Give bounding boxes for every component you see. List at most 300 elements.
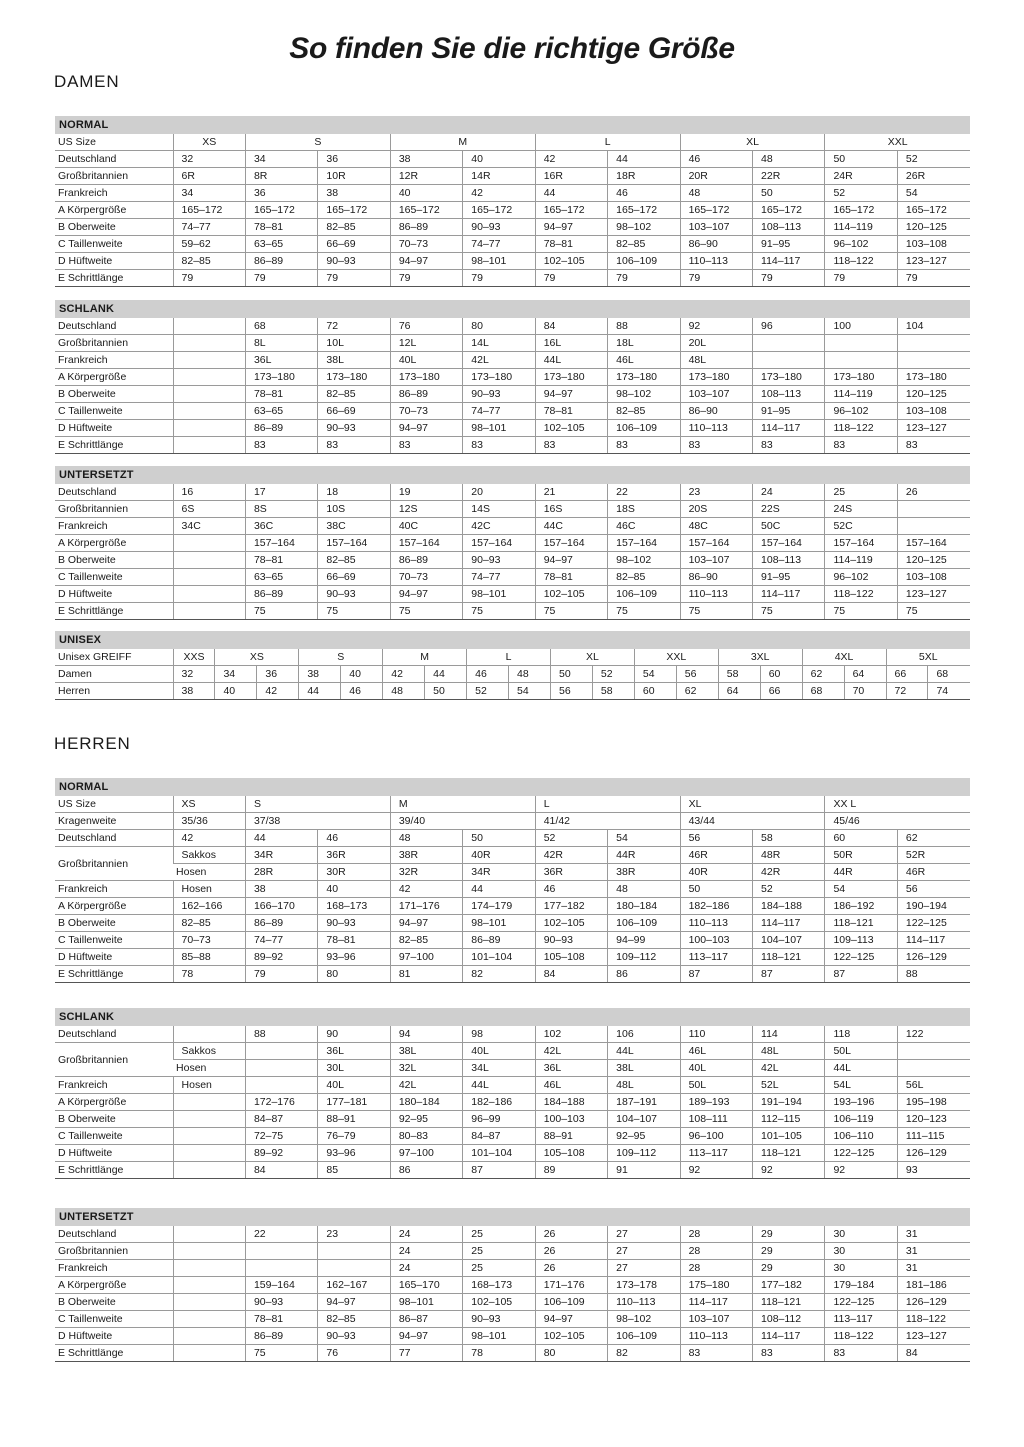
row-label: D Hüftweite <box>55 949 173 966</box>
table-cell: 94–97 <box>390 1328 462 1345</box>
table-cell: 168–173 <box>318 898 390 915</box>
table-cell: 28 <box>680 1243 752 1260</box>
table-cell: 101–104 <box>463 1145 535 1162</box>
table-cell: S <box>245 796 390 813</box>
table-cell: 173–180 <box>318 369 390 386</box>
table-cell: 88–91 <box>318 1111 390 1128</box>
table-cell: 180–184 <box>390 1094 462 1111</box>
table-row <box>55 369 970 386</box>
table-cell: 25 <box>463 1260 535 1277</box>
table-cell: 96–99 <box>463 1111 535 1128</box>
table-cell: 82–85 <box>318 386 390 403</box>
table-cell: 42 <box>257 683 299 700</box>
table-cell: 108–113 <box>753 552 825 569</box>
section-title-damen: DAMEN <box>54 72 120 91</box>
table-cell: 32 <box>173 666 215 683</box>
table-cell: 120–123 <box>897 1111 970 1128</box>
table-cell: 40 <box>215 683 257 700</box>
table-cell: 24 <box>390 1226 462 1243</box>
size-table <box>55 796 970 983</box>
table-cell: 177–181 <box>318 1094 390 1111</box>
table-cell: 46L <box>680 1043 752 1060</box>
row-label: Großbritannien <box>55 501 173 518</box>
row-label: C Taillenweite <box>55 1311 173 1328</box>
table-cell: 41/42 <box>535 813 680 830</box>
table-cell: 34R <box>245 847 317 864</box>
table-cell: 105–108 <box>535 1145 607 1162</box>
table-cell: 78–81 <box>245 1311 317 1328</box>
size-table <box>55 1026 970 1179</box>
row-label: E Schrittlänge <box>55 1162 173 1179</box>
row-label: C Taillenweite <box>55 236 173 253</box>
table-cell: 118 <box>825 1026 897 1043</box>
table-cell <box>173 569 245 586</box>
table-cell: 86–89 <box>245 420 317 437</box>
table-cell: 165–172 <box>318 202 390 219</box>
table-herren-normal <box>55 778 970 983</box>
table-cell: 50C <box>753 518 825 535</box>
table-cell: 44 <box>608 151 680 168</box>
table-cell: 123–127 <box>897 586 970 603</box>
table-cell: 44L <box>535 352 607 369</box>
table-cell: 48 <box>753 151 825 168</box>
table-cell: 171–176 <box>535 1277 607 1294</box>
table-cell: 75 <box>245 603 317 620</box>
table-cell <box>173 352 245 369</box>
table-cell: 46L <box>608 352 680 369</box>
table-cell: 52 <box>825 185 897 202</box>
table-cell: 4XL <box>802 649 886 666</box>
table-cell: 110–113 <box>680 586 752 603</box>
table-header: NORMAL <box>55 116 970 134</box>
table-cell: 46C <box>608 518 680 535</box>
table-cell: 44L <box>608 1043 680 1060</box>
table-cell: XS <box>173 134 245 151</box>
table-cell: 90–93 <box>463 386 535 403</box>
table-cell: XXL <box>825 134 970 151</box>
table-cell <box>173 1162 245 1179</box>
table-header: NORMAL <box>55 778 970 796</box>
size-table <box>55 649 970 700</box>
row-label: Großbritannien <box>55 168 173 185</box>
table-cell <box>173 420 245 437</box>
table-cell: 114–117 <box>680 1294 752 1311</box>
table-cell: 126–129 <box>897 949 970 966</box>
table-cell: 179–184 <box>825 1277 897 1294</box>
table-cell: 18L <box>608 335 680 352</box>
row-label: US Size <box>55 796 173 813</box>
table-cell: 82–85 <box>608 236 680 253</box>
table-cell: 45/46 <box>825 813 970 830</box>
table-cell: 75 <box>825 603 897 620</box>
table-row <box>55 666 970 683</box>
table-cell: 74–77 <box>463 236 535 253</box>
table-cell: 68 <box>802 683 844 700</box>
table-cell: XXL <box>634 649 718 666</box>
table-cell: 46 <box>467 666 509 683</box>
table-cell: 52 <box>467 683 509 700</box>
table-cell: 27 <box>608 1243 680 1260</box>
table-cell: 90–93 <box>318 586 390 603</box>
table-row <box>55 1128 970 1145</box>
table-cell: 89 <box>535 1162 607 1179</box>
table-cell: 113–117 <box>680 1145 752 1162</box>
table-cell: 40C <box>390 518 462 535</box>
table-cell: 103–107 <box>680 1311 752 1328</box>
table-cell: 22 <box>608 484 680 501</box>
table-cell: 46R <box>680 847 752 864</box>
table-cell: 24 <box>753 484 825 501</box>
table-cell: 181–186 <box>897 1277 970 1294</box>
table-cell: 34 <box>173 185 245 202</box>
table-cell: 18R <box>608 168 680 185</box>
table-cell: 90–93 <box>463 1311 535 1328</box>
table-cell: 86–90 <box>680 403 752 420</box>
table-cell: 108–112 <box>753 1311 825 1328</box>
table-cell: 83 <box>825 437 897 454</box>
table-cell: 22S <box>753 501 825 518</box>
table-cell: 36L <box>245 352 317 369</box>
table-cell: 79 <box>897 270 970 287</box>
table-cell: 63–65 <box>245 569 317 586</box>
table-cell: 56L <box>897 1077 970 1094</box>
table-cell: 114–119 <box>825 552 897 569</box>
table-row <box>55 1145 970 1162</box>
table-cell: 24S <box>825 501 897 518</box>
table-cell: 79 <box>173 270 245 287</box>
table-row <box>55 134 970 151</box>
table-cell: 113–117 <box>680 949 752 966</box>
table-cell: 106–119 <box>825 1111 897 1128</box>
table-cell: 46L <box>535 1077 607 1094</box>
table-damen-normal <box>55 116 970 287</box>
row-label: Kragenweite <box>55 813 173 830</box>
table-cell: 92–95 <box>390 1111 462 1128</box>
table-cell: 37/38 <box>245 813 390 830</box>
table-cell: 16R <box>535 168 607 185</box>
table-row <box>55 1043 970 1060</box>
table-cell: 27 <box>608 1226 680 1243</box>
table-cell: 114–117 <box>753 586 825 603</box>
table-cell: 83 <box>753 1345 825 1362</box>
row-label: A Körpergröße <box>55 1277 173 1294</box>
table-cell: 44 <box>299 683 341 700</box>
table-row <box>55 864 970 881</box>
table-cell: 191–194 <box>753 1094 825 1111</box>
table-cell: 36R <box>318 847 390 864</box>
table-row <box>55 569 970 586</box>
table-cell: 86–89 <box>245 1328 317 1345</box>
table-cell <box>753 352 825 369</box>
table-cell: 26 <box>535 1260 607 1277</box>
table-row <box>55 1260 970 1277</box>
table-cell: 68 <box>245 318 317 335</box>
table-cell: 122–125 <box>825 1145 897 1162</box>
table-cell: 24 <box>390 1243 462 1260</box>
table-cell: 108–113 <box>753 386 825 403</box>
table-cell: 109–113 <box>825 932 897 949</box>
table-cell: 76 <box>318 1345 390 1362</box>
table-cell: 86–89 <box>463 932 535 949</box>
table-cell: 177–182 <box>535 898 607 915</box>
table-damen-untersetzt <box>55 466 970 620</box>
table-cell: 22R <box>753 168 825 185</box>
table-cell: 118–121 <box>753 1145 825 1162</box>
table-cell: 86–89 <box>245 253 317 270</box>
table-cell: 74–77 <box>245 932 317 949</box>
table-cell: 123–127 <box>897 1328 970 1345</box>
row-label: C Taillenweite <box>55 569 173 586</box>
table-cell <box>173 335 245 352</box>
table-cell: 102–105 <box>535 586 607 603</box>
table-cell: 8R <box>245 168 317 185</box>
table-cell: 79 <box>608 270 680 287</box>
row-label: B Oberweite <box>55 219 173 236</box>
table-cell: 38 <box>318 185 390 202</box>
table-cell: 94 <box>390 1026 462 1043</box>
table-cell: 46 <box>341 683 383 700</box>
row-label: Frankreich <box>55 1260 173 1277</box>
table-cell: 87 <box>825 966 897 983</box>
table-cell: 70–73 <box>390 403 462 420</box>
table-cell: 74–77 <box>173 219 245 236</box>
row-label: Deutschland <box>55 151 173 168</box>
table-cell: 5XL <box>886 649 970 666</box>
table-cell: 78 <box>173 966 245 983</box>
table-cell: 98–102 <box>608 552 680 569</box>
table-cell: 79 <box>245 270 317 287</box>
table-cell: 96 <box>753 318 825 335</box>
table-cell: 42L <box>390 1077 462 1094</box>
table-cell: 8L <box>245 335 317 352</box>
table-cell: 92–95 <box>608 1128 680 1145</box>
table-cell: 96–102 <box>825 403 897 420</box>
table-cell: 38L <box>390 1043 462 1060</box>
table-cell: 82–85 <box>390 932 462 949</box>
table-cell: 102–105 <box>535 1328 607 1345</box>
row-label: B Oberweite <box>55 552 173 569</box>
table-cell: 75 <box>608 603 680 620</box>
table-cell: 75 <box>535 603 607 620</box>
table-cell: XL <box>550 649 634 666</box>
table-cell: 38L <box>608 1060 680 1077</box>
table-row <box>55 932 970 949</box>
row-label: Großbritannien <box>55 1243 173 1260</box>
table-row <box>55 253 970 270</box>
table-cell: 30R <box>318 864 390 881</box>
table-cell: 94–97 <box>390 420 462 437</box>
table-cell: 84 <box>535 318 607 335</box>
table-cell: S <box>299 649 383 666</box>
row-label: Frankreich <box>55 185 173 202</box>
table-cell: 40R <box>680 864 752 881</box>
table-cell: 46 <box>318 830 390 847</box>
table-cell: 56 <box>680 830 752 847</box>
table-cell: 123–127 <box>897 420 970 437</box>
table-cell: 50 <box>753 185 825 202</box>
table-row <box>55 484 970 501</box>
table-cell: 83 <box>318 437 390 454</box>
table-cell: 84 <box>897 1345 970 1362</box>
row-label: Herren <box>55 683 173 700</box>
table-row <box>55 915 970 932</box>
table-cell: 18S <box>608 501 680 518</box>
table-cell: 103–108 <box>897 403 970 420</box>
table-cell: 14R <box>463 168 535 185</box>
table-cell: 182–186 <box>463 1094 535 1111</box>
table-header: SCHLANK <box>55 300 970 318</box>
table-cell: 6S <box>173 501 245 518</box>
table-cell: Sakkos <box>173 847 245 864</box>
table-cell: 79 <box>753 270 825 287</box>
table-cell <box>245 1060 317 1077</box>
table-cell: 75 <box>897 603 970 620</box>
table-cell: 82–85 <box>318 1311 390 1328</box>
table-cell: 104–107 <box>608 1111 680 1128</box>
table-cell: 92 <box>753 1162 825 1179</box>
table-cell: 29 <box>753 1260 825 1277</box>
table-row <box>55 1311 970 1328</box>
table-cell: 70 <box>844 683 886 700</box>
table-cell: 165–172 <box>463 202 535 219</box>
table-cell: XXS <box>173 649 215 666</box>
table-cell: 118–121 <box>753 949 825 966</box>
table-cell: 92 <box>825 1162 897 1179</box>
table-cell: 54 <box>825 881 897 898</box>
row-label: Großbritannien <box>55 847 173 881</box>
table-cell <box>245 1077 317 1094</box>
table-cell: 28 <box>680 1260 752 1277</box>
table-cell: 94–97 <box>390 253 462 270</box>
table-cell: 105–108 <box>535 949 607 966</box>
table-cell: 48 <box>390 830 462 847</box>
table-header: UNISEX <box>55 631 970 649</box>
size-table <box>55 318 970 454</box>
table-row <box>55 603 970 620</box>
table-cell: 20R <box>680 168 752 185</box>
table-row <box>55 335 970 352</box>
table-cell: 80 <box>463 318 535 335</box>
table-cell: 165–172 <box>390 202 462 219</box>
table-cell: 48L <box>753 1043 825 1060</box>
table-cell: 98–102 <box>608 1311 680 1328</box>
table-cell: 42 <box>390 881 462 898</box>
table-cell: 34 <box>245 151 317 168</box>
table-cell: 86–89 <box>390 552 462 569</box>
table-cell: 38 <box>245 881 317 898</box>
table-cell: 46 <box>680 151 752 168</box>
table-cell: 26 <box>535 1226 607 1243</box>
table-cell: 91–95 <box>753 403 825 420</box>
table-cell: 32L <box>390 1060 462 1077</box>
table-cell <box>825 352 897 369</box>
row-label: Großbritannien <box>55 335 173 352</box>
table-cell: 82–85 <box>608 403 680 420</box>
table-cell: 88 <box>245 1026 317 1043</box>
row-label: Deutschland <box>55 1226 173 1243</box>
table-cell: 104 <box>897 318 970 335</box>
table-cell: 186–192 <box>825 898 897 915</box>
table-cell: 66–69 <box>318 403 390 420</box>
row-label: C Taillenweite <box>55 932 173 949</box>
table-cell: 165–172 <box>680 202 752 219</box>
table-row <box>55 168 970 185</box>
row-label: D Hüftweite <box>55 253 173 270</box>
table-cell: 40L <box>390 352 462 369</box>
size-table <box>55 1226 970 1362</box>
table-cell: 165–172 <box>535 202 607 219</box>
table-cell: 43/44 <box>680 813 825 830</box>
row-label: D Hüftweite <box>55 586 173 603</box>
table-row <box>55 1162 970 1179</box>
table-cell: 93 <box>897 1162 970 1179</box>
table-cell: 83 <box>245 437 317 454</box>
table-cell <box>173 437 245 454</box>
table-cell: 103–108 <box>897 569 970 586</box>
table-cell: 86–89 <box>390 219 462 236</box>
table-cell: 174–179 <box>463 898 535 915</box>
table-cell: 48R <box>753 847 825 864</box>
table-cell: 79 <box>535 270 607 287</box>
table-cell: 50R <box>825 847 897 864</box>
table-cell: 96–102 <box>825 236 897 253</box>
table-cell: 165–172 <box>245 202 317 219</box>
table-cell: 28R <box>245 864 317 881</box>
table-cell: 78 <box>463 1345 535 1362</box>
table-cell: 79 <box>245 966 317 983</box>
table-cell: M <box>390 796 535 813</box>
table-cell: 82–85 <box>608 569 680 586</box>
table-cell: 94–97 <box>535 386 607 403</box>
table-cell: 162–166 <box>173 898 245 915</box>
table-cell: 114–117 <box>753 253 825 270</box>
page-title: So finden Sie die richtige Größe <box>289 32 735 65</box>
table-cell: 44R <box>825 864 897 881</box>
table-cell: 84 <box>245 1162 317 1179</box>
table-row <box>55 318 970 335</box>
table-cell: 78–81 <box>245 219 317 236</box>
table-cell <box>897 1043 970 1060</box>
table-cell: 97–100 <box>390 949 462 966</box>
table-cell: 14L <box>463 335 535 352</box>
table-cell: 118–121 <box>825 915 897 932</box>
table-cell: 82–85 <box>173 253 245 270</box>
table-cell: 12L <box>390 335 462 352</box>
table-cell: 44 <box>535 185 607 202</box>
table-cell: 46R <box>897 864 970 881</box>
table-cell: 63–65 <box>245 236 317 253</box>
table-cell <box>245 1243 317 1260</box>
table-cell: 112–115 <box>753 1111 825 1128</box>
table-cell: 70–73 <box>390 569 462 586</box>
table-cell: 8S <box>245 501 317 518</box>
table-cell: 159–164 <box>245 1277 317 1294</box>
table-cell: 30 <box>825 1260 897 1277</box>
table-cell: 100 <box>825 318 897 335</box>
table-cell: 165–172 <box>608 202 680 219</box>
table-cell <box>173 1226 245 1243</box>
table-cell: 16 <box>173 484 245 501</box>
table-cell: 25 <box>463 1243 535 1260</box>
table-row <box>55 796 970 813</box>
table-cell <box>173 1294 245 1311</box>
table-cell: 98–101 <box>463 253 535 270</box>
table-cell: 54 <box>509 683 551 700</box>
table-row <box>55 352 970 369</box>
table-cell: 75 <box>463 603 535 620</box>
table-cell: 83 <box>608 437 680 454</box>
table-cell: 120–125 <box>897 386 970 403</box>
